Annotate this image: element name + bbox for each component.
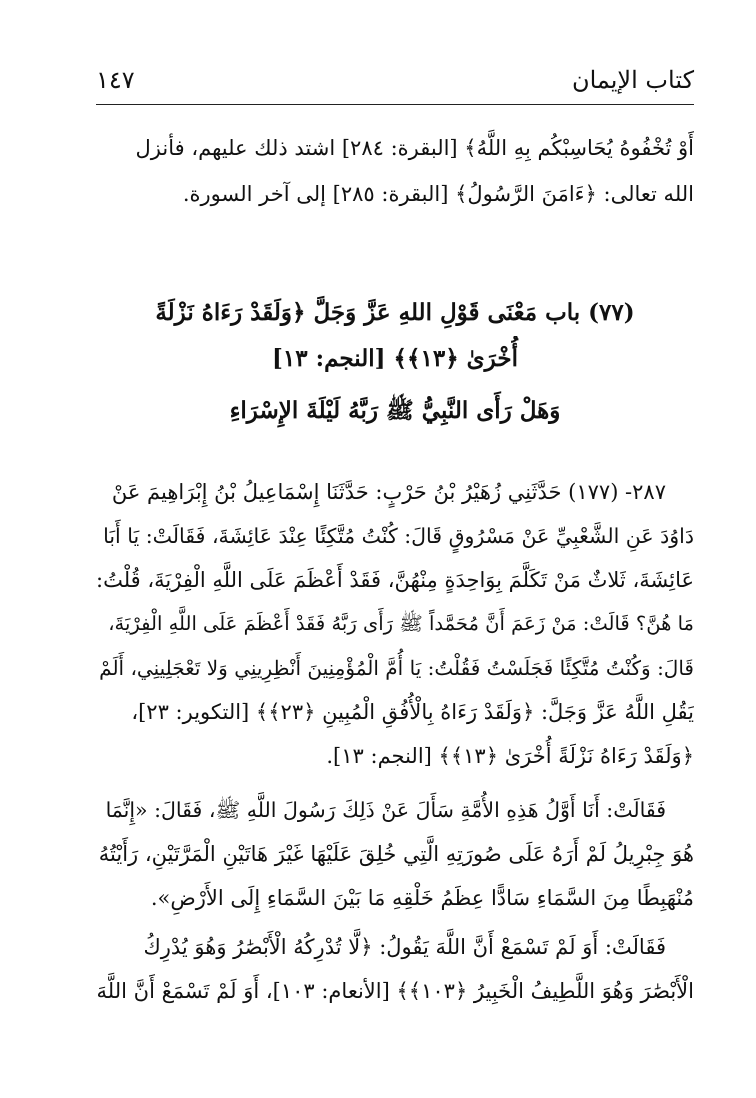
running-header <box>96 62 694 102</box>
quran-citation-paragraph <box>96 925 694 1013</box>
text-line: الله تعالى: ﴿ءَامَنَ الرَّسُولُ﴾ [البقرة: ٢٨٥] إلى آخر السورة. <box>182 182 694 206</box>
book-title: كتاب الإيمان <box>571 66 694 94</box>
text-line: أَوْ تُخْفُوهُ يُحَاسِبْكُم بِهِ اللَّهُ﴾ [البقرة: ٢٨٤] اشتد ذلك عليهم، فأنزل <box>135 136 694 160</box>
chapter-subtitle: وَهَلْ رَأَى النَّبِيُّ ﷺ رَبَّهُ لَيْلَةَ الإِسْرَاءِ <box>229 397 561 424</box>
text-line: يَقُلِ اللَّهُ عَزَّ وَجَلَّ: ﴿وَلَقَدْ رَءَاهُ بِالْأُفُقِ الْمُبِينِ ﴿٢٣﴾﴾ [التكوير: ٢٣]، <box>131 700 694 724</box>
text-line: مُنْهَبِطًا مِنَ السَّمَاءِ سَادًّا عِظَمُ خَلْقِهِ مَا بَيْنَ السَّمَاءِ إِلَى الأَرْضِ». <box>150 886 694 910</box>
text-line: فَقَالَتْ: أَنَا أَوَّلُ هَذِهِ الأُمَّةِ سَأَلَ عَنْ ذَلِكَ رَسُولَ اللَّهِ ﷺ، فَقَالَ: «إِنَّمَا <box>105 798 666 822</box>
text-line: قَالَ: وَكُنْتُ مُتَّكِئًا فَجَلَسْتُ فَقُلْتُ: يَا أُمَّ الْمُؤْمِنِينَ أَنْظِرِينِي وَلا تَعْجَلِينِي، أَلَمْ <box>99 656 694 680</box>
chapter-title-line: (٧٧) باب مَعْنَى قَوْلِ اللهِ عَزَّ وَجَلَّ ﴿وَلَقَدْ رَءَاهُ نَزْلَةً <box>155 299 635 326</box>
chapter-title-line: أُخْرَىٰ ﴿١٣﴾﴾ [النجم: ١٣] <box>272 345 518 372</box>
intro-paragraph <box>96 125 694 217</box>
text-line: مَا هُنَّ؟ قَالَتْ: مَنْ زَعَمَ أَنَّ مُحَمَّداً ﷺ رَأَى رَبَّهُ فَقَدْ أَعْظَمَ عَلَى اللَّهِ الْفِرْيَةَ، <box>108 612 694 635</box>
aisha-answer-paragraph <box>96 788 694 920</box>
text-line: عَائِشَةَ، ثَلاثٌ مَنْ تَكَلَّمَ بِوَاحِدَةٍ مِنْهُنَّ، فَقَدْ أَعْظَمَ عَلَى اللَّهِ الْفِرْيَةَ، قُلْتُ: <box>96 568 694 592</box>
text-line: فَقَالَتْ: أَوَ لَمْ تَسْمَعْ أَنَّ اللَّهَ يَقُولُ: ﴿لَّا تُدْرِكُهُ الْأَبْصَٰرُ وَهُوَ يُدْرِكُ <box>143 935 666 959</box>
text-line: دَاوُدَ عَنِ الشَّعْبِيِّ عَنْ مَسْرُوقٍ قَالَ: كُنْتُ مُتَّكِئًا عِنْدَ عَائِشَةَ، فَقَالَتْ: يَا أَبَا <box>103 524 694 548</box>
text-line: هُوَ جِبْرِيلُ لَمْ أَرَهُ عَلَى صُورَتِهِ الَّتِي خُلِقَ عَلَيْهَا غَيْرَ هَاتَيْنِ الْمَرَّتَيْنِ، رَأَيْتُهُ <box>98 842 694 866</box>
page-number: ١٤٧ <box>96 66 135 94</box>
text-line: ﴿وَلَقَدْ رَءَاهُ نَزْلَةً أُخْرَىٰ ﴿١٣﴾﴾ [النجم: ١٣]. <box>326 744 694 768</box>
text-line: الْأَبْصَٰرَ وَهُوَ اللَّطِيفُ الْخَبِيرُ ﴿١٠٣﴾﴾ [الأنعام: ١٠٣]، أَوَ لَمْ تَسْمَعْ أَنَّ اللَّهَ <box>96 979 694 1003</box>
header-divider <box>96 104 694 105</box>
hadith-paragraph <box>96 470 694 778</box>
chapter-heading <box>96 290 694 434</box>
text-line: ٢٨٧- (١٧٧) حَدَّثَنِي زُهَيْرُ بْنُ حَرْبٍ: حَدَّثَنَا إِسْمَاعِيلُ بْنُ إِبْرَاهِيمَ عَنْ <box>111 480 666 504</box>
